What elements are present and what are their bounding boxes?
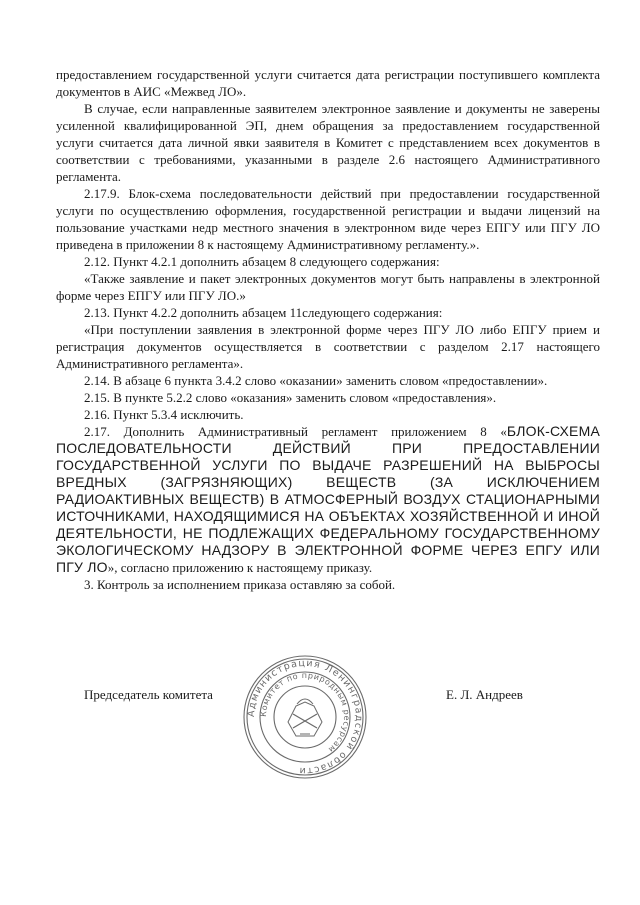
svg-text:Комитет по природным ресурсам: [259, 671, 351, 754]
stamp-inner-text: Комитет по природным ресурсам: [258, 670, 352, 755]
paragraph-2-13: 2.13. Пункт 4.2.2 дополнить абзацем 11следующего содержания:: [84, 305, 443, 320]
paragraph-quote-4-2-2: «При поступлении заявления в электронной форме через ПГУ ЛО либо ЕПГУ прием и регистрация документов осуществляется в соответствии с разделом 2.17 настоящего Административного регламента».: [56, 322, 600, 371]
paragraph-2-17-lead: 2.17. Дополнить Административный регламент приложением 8 «: [84, 424, 507, 439]
paragraph-2-15: 2.15. В пункте 5.2.2 слово «оказания» заменить словом «предоставления».: [84, 390, 497, 405]
paragraph-2-17-9: 2.17.9. Блок-схема последовательности действий при предоставлении государственной услуги по осуществлению оформления, государственной регистрации и выдачи лицензий на пользование участками недр местного значения в электронном виде через ЕПГУ или ПГУ ЛО приведена в приложении 8 к настоящему Административному регламенту.».: [56, 186, 600, 252]
paragraph-2-14: 2.14. В абзаце 6 пункта 3.4.2 слово «оказании» заменить словом «предоставлении».: [84, 373, 548, 388]
signature-position: Председатель комитета: [84, 687, 213, 702]
paragraph-2-17-tail: », согласно приложению к настоящему приказу.: [107, 560, 373, 575]
paragraph-3: 3. Контроль за исполнением приказа оставляю за собой.: [84, 577, 396, 592]
paragraph-2-16: 2.16. Пункт 5.3.4 исключить.: [84, 407, 244, 422]
paragraph-2-17: [56, 423, 600, 576]
paragraph-electronic-signature: В случае, если направленные заявителем электронное заявление и документы не заверены усиленной квалифицированной ЭП, днем обращения за предоставлением государственной услуги считается дата личной явки заявителя в Комитет с представлением всех документов в соответствии с требованиями, указанными в разделе 2.6 настоящего Административного регламента.: [56, 101, 600, 184]
paragraph-2-12: 2.12. Пункт 4.2.1 дополнить абзацем 8 следующего содержания:: [84, 254, 440, 269]
paragraph-quote-4-2-1: «Также заявление и пакет электронных документов могут быть направлены в электронной форме через ЕПГУ или ПГУ ЛО.»: [56, 271, 600, 303]
paragraph-2-17-caps-title: БЛОК-СХЕМА ПОСЛЕДОВАТЕЛЬНОСТИ ДЕЙСТВИЙ ПРИ ПРЕДОСТАВЛЕНИИ ГОСУДАРСТВЕННОЙ УСЛУГИ ПО ВЫДАЧЕ РАЗРЕШЕНИЙ НА ВЫБРОСЫ ВРЕДНЫХ (ЗАГРЯЗНЯЮЩИХ) ВЕЩЕСТВ (ЗА ИСКЛЮЧЕНИЕМ РАДИОАКТИВНЫХ ВЕЩЕСТВ) В АТМОСФЕРНЫЙ ВОЗДУХ СТАЦИОНАРНЫМИ ИСТОЧНИКАМИ, НАХОДЯЩИМИСЯ НА ОБЪЕКТАХ ХОЗЯЙСТВЕННОЙ И ИНОЙ ДЕЯТЕЛЬНОСТИ, НЕ ПОДЛЕЖАЩИХ ФЕДЕРАЛЬНОМУ ГОСУДАРСТВЕННОМУ ЭКОЛОГИЧЕСКОМУ НАДЗОРУ В ЭЛЕКТРОННОЙ ФОРМЕ ЧЕРЕЗ ЕПГУ ИЛИ ПГУ ЛО: [56, 423, 600, 575]
stamp-outer-text: Администрация Ленинградской области: [245, 657, 365, 777]
paragraph-continuation: предоставлением государственной услуги считается дата регистрации поступившего комплекта документов в АИС «Межвед ЛО».: [56, 67, 600, 99]
official-stamp-seal: [240, 652, 370, 782]
document-body: [56, 66, 600, 593]
signature-name: Е. Л. Андреев: [446, 687, 523, 702]
